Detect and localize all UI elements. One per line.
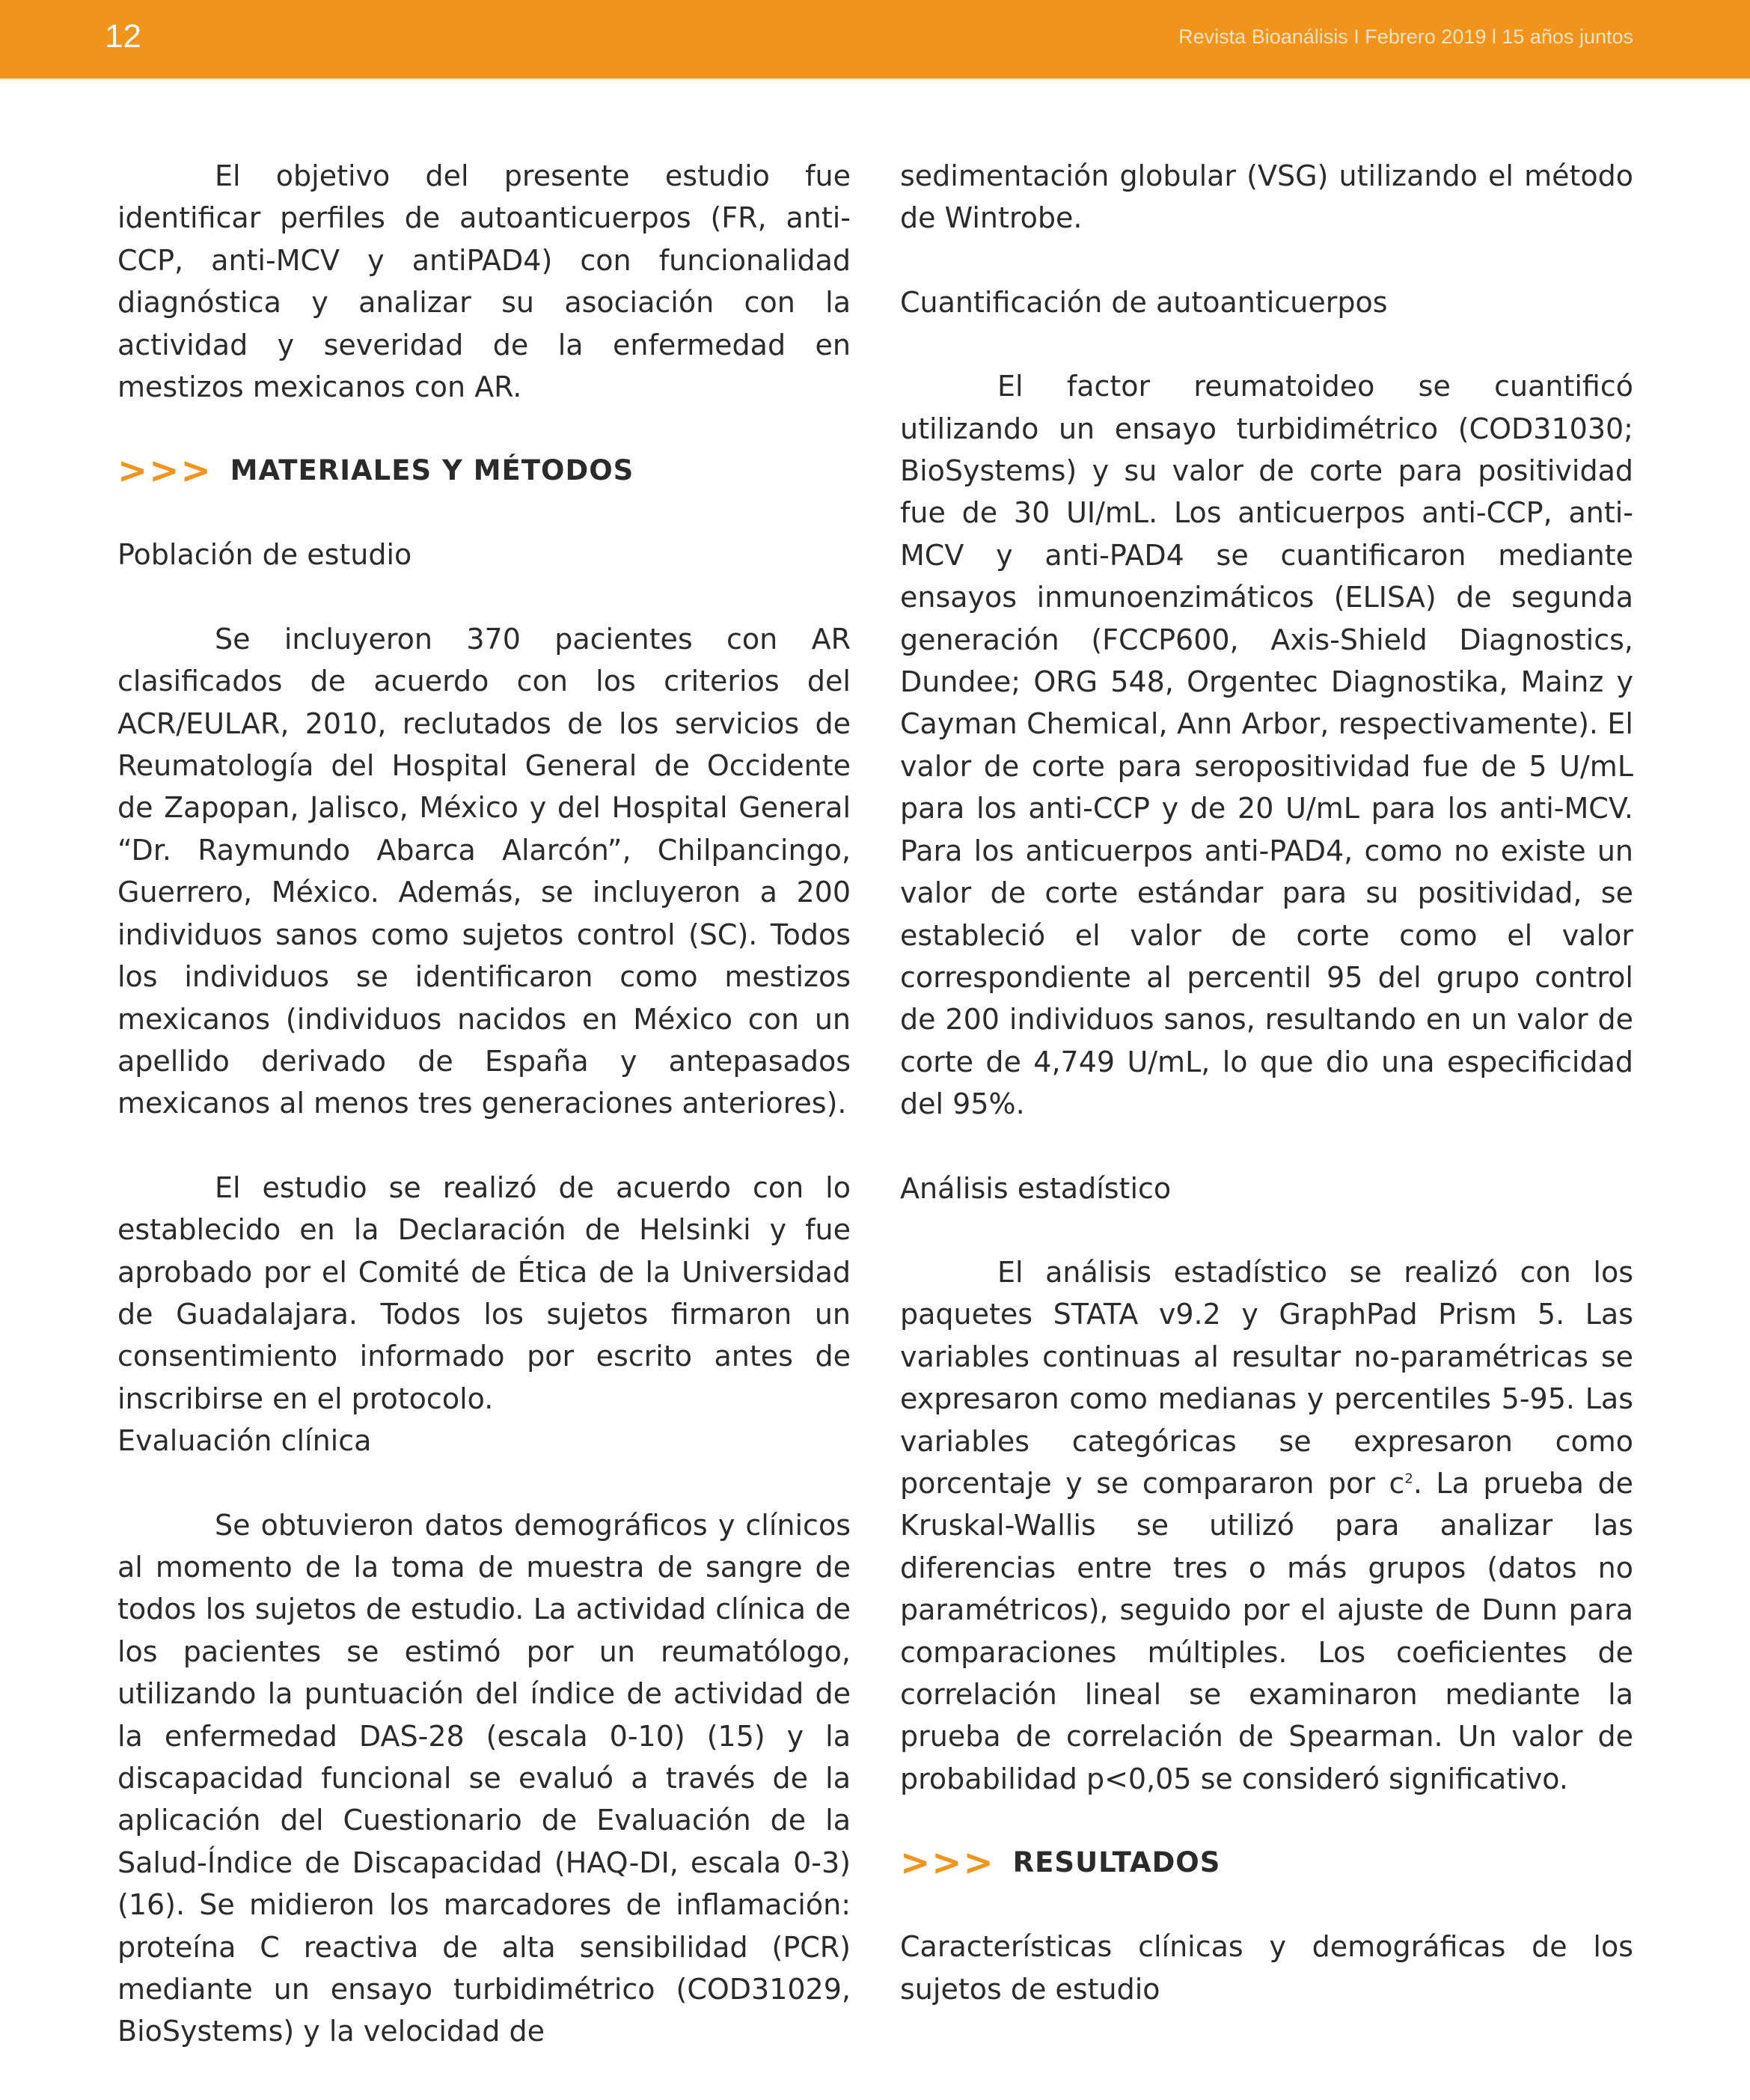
- running-head: Revista Bioanálisis I Febrero 2019 l 15 años juntos: [1178, 25, 1633, 48]
- section-heading-materiales: [117, 450, 851, 492]
- chevron-icon: >>>: [117, 450, 212, 492]
- subheading: Características clínicas y demográficas de los sujetos de estudio: [900, 1930, 1633, 2006]
- section-title: RESULTADOS: [1012, 1846, 1221, 1879]
- superscript: 2: [1404, 1471, 1413, 1487]
- subheading: Análisis estadístico: [900, 1171, 1172, 1205]
- paragraph: [900, 1251, 1633, 1800]
- left-column: [117, 155, 851, 2053]
- section-title: MATERIALES Y MÉTODOS: [230, 454, 634, 487]
- page-number: 12: [105, 18, 141, 55]
- chevron-icon: >>>: [900, 1842, 995, 1884]
- paragraph-text: . La prueba de Kruskal-Wallis se utilizó para analizar las diferencias entre tres o más grupos (datos no paramétricos), seguido por el ajuste de Dunn para comparaciones múltiples. Los coeficientes de correlación lineal se examinaron mediante la prueba de correlación de Spearman. Un valor de probabilidad p<0,05 se consideró significativo.: [900, 1466, 1634, 1795]
- page-header: [0, 0, 1750, 79]
- subheading: Evaluación clínica: [117, 1424, 372, 1458]
- subheading: Población de estudio: [117, 538, 412, 572]
- right-column: [900, 155, 1633, 2010]
- paragraph: sedimentación globular (VSG) utilizando el método de Wintrobe.: [900, 159, 1633, 235]
- paragraph: Se obtuvieron datos demográficos y clínicos al momento de la toma de muestra de sangre de todos los sujetos de estudio. La actividad clínica de los pacientes se estimó por un reumatólogo, utilizando la puntuación del índice de actividad de la enfermedad DAS-28 (escala 0-10) (15) y la discapacidad funcional se evaluó a través de la aplicación del Cuestionario de Evaluación de la Salud-Índice de Discapacidad (HAQ-DI, escala 0-3) (16). Se midieron los marcadores de inflamación: proteína C reactiva de alta sensibilidad (PCR) mediante un ensayo turbidimétrico (COD31029, BioSystems) y la velocidad de: [117, 1508, 851, 2048]
- section-heading-resultados: [900, 1842, 1633, 1884]
- paragraph-text: El análisis estadístico se realizó con los paquetes STATA v9.2 y GraphPad Prism 5. Las variables continuas al resultar no-paramétricas se expresaron como medianas y percentiles 5-95. Las variables categóricas se expresaron como porcentaje y se compararon por c: [900, 1255, 1633, 1500]
- paragraph: El estudio se realizó de acuerdo con lo establecido en la Declaración de Helsinki y fue aprobado por el Comité de Ética de la Universidad de Guadalajara. Todos los sujetos firmaron un consentimiento informado por escrito antes de inscribirse en el protocolo.: [117, 1170, 851, 1415]
- paragraph: El objetivo del presente estudio fue identificar perfiles de autoanticuerpos (FR, anti-CCP, anti-MCV y antiPAD4) con funcionalidad diagnóstica y analizar su asociación con la actividad y severidad de la enfermedad en mestizos mexicanos con AR.: [117, 159, 851, 404]
- paragraph: El factor reumatoideo se cuantificó utilizando un ensayo turbidimétrico (COD31030; BioSystems) y su valor de corte para positividad fue de 30 UI/mL. Los anticuerpos anti-CCP, anti-MCV y anti-PAD4 se cuantificaron mediante ensayos inmunoenzimáticos (ELISA) de segunda generación (FCCP600, Axis-Shield Diagnostics, Dundee; ORG 548, Orgentec Diagnostika, Mainz y Cayman Chemical, Ann Arbor, respectivamente). El valor de corte para seropositividad fue de 5 U/mL para los anti-CCP y de 20 U/mL para los anti-MCV. Para los anticuerpos anti-PAD4, como no existe un valor de corte estándar para su positividad, se estableció el valor de corte como el valor correspondiente al percentil 95 del grupo control de 200 individuos sanos, resultando en un valor de corte de 4,749 U/mL, lo que dio una especificidad del 95%.: [900, 370, 1633, 1121]
- subheading: Cuantificación de autoanticuerpos: [900, 285, 1388, 319]
- paragraph: Se incluyeron 370 pacientes con AR clasificados de acuerdo con los criterios del ACR/EULAR, 2010, reclutados de los servicios de Reumatología del Hospital General de Occidente de Zapopan, Jalisco, México y del Hospital General “Dr. Raymundo Abarca Alarcón”, Chilpancingo, Guerrero, México. Además, se incluyeron a 200 individuos sanos como sujetos control (SC). Todos los individuos se identificaron como mestizos mexicanos (individuos nacidos en México con un apellido derivado de España y antepasados mexicanos al menos tres generaciones anteriores).: [117, 622, 851, 1120]
